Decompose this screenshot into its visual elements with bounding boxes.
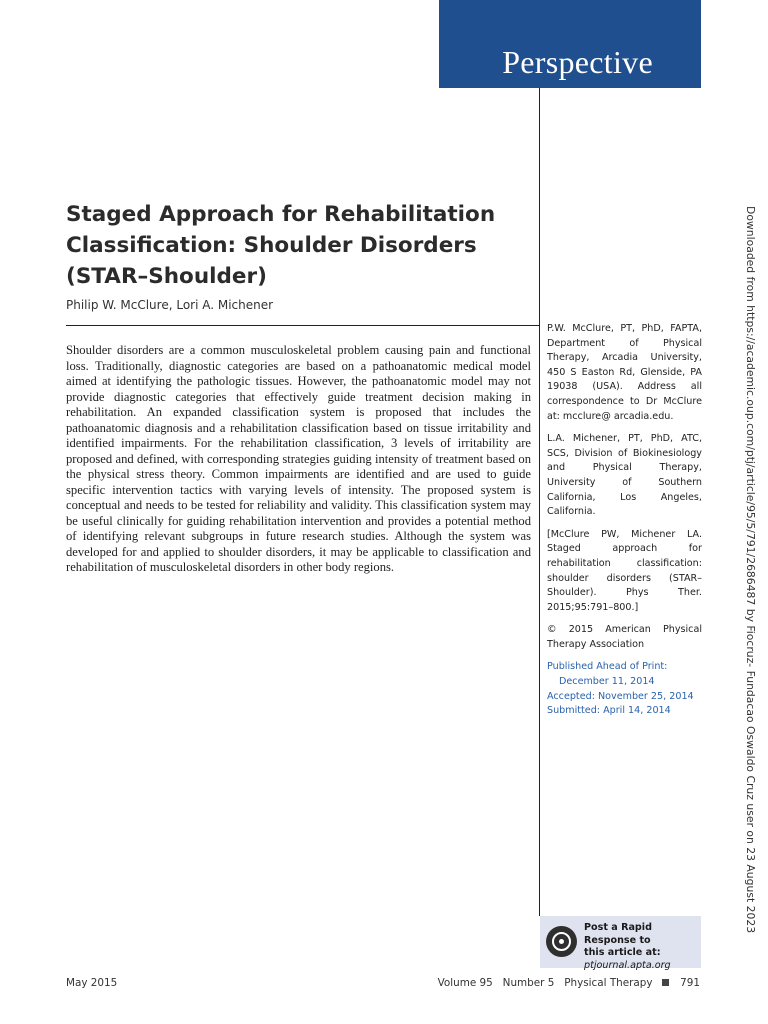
rapid-response-box[interactable] (540, 916, 701, 971)
published-date: December 11, 2014 (559, 676, 655, 688)
article-abstract: Shoulder disorders are a common musculoskeletal problem causing pain and functional loss. Traditionally, diagnostic categories are based on a pathoanatomic medical model aimed at identifying the pathologic tissues. However, the pathoanatomic model may not provide diagnostic categories that effectively guide treatment decision making in rehabilitation. An expanded classification system is proposed that includes the pathoanatomic diagnosis and a rehabilitation classification based on tissue irritability and identified impairments. For the rehabilitation classification, 3 levels of irritability are proposed and defined, with corresponding strategies guiding intensity of treatment based on the physical stress theory. Common impairments are identified and are used to guide specific intervention tactics with varying levels of intensity. The proposed system is conceptual and needs to be tested for reliability and validity. This classification system may be useful clinically for guiding rehabilitation intervention and provides a potential method of identifying relevant subgroups in future research studies. Although the system was developed for and applied to shoulder disorders, it may be applicable to classification and rehabilitation of musculoskeletal disorders in other body regions. (66, 343, 531, 574)
accepted-date: Accepted: November 25, 2014 (547, 690, 694, 702)
section-banner (439, 0, 701, 88)
footer-volume: Volume 95 (437, 977, 493, 989)
footer-page: 791 (680, 977, 700, 989)
article-authors: Philip W. McClure, Lori A. Michener (66, 298, 274, 312)
author2-affiliation: L.A. Michener, PT, PhD, ATC, SCS, Division of Biokinesiology and Physical Therapy, University of Southern California, Los Angeles, California. (547, 433, 702, 518)
title-rule (66, 325, 539, 326)
rapid-response-logo-icon (546, 926, 577, 957)
footer-date: May 2015 (66, 977, 118, 989)
author1-affiliation: P.W. McClure, PT, PhD, FAPTA, Department of Physical Therapy, Arcadia University, 450 S Easton Rd, Glenside, PA 19038 (USA). Address all correspondence to Dr McClure at: mcclure@ arcadia.edu. (547, 323, 702, 422)
article-title: Staged Approach for Rehabilitation Classification: Shoulder Disorders (STAR–Shoulder) (66, 202, 496, 289)
footer-number: Number 5 (502, 977, 555, 989)
author-sidebar (547, 322, 702, 719)
rapid-response-text (584, 922, 701, 972)
published-label: Published Ahead of Print: (547, 661, 668, 673)
submitted-date: Submitted: April 14, 2014 (547, 705, 671, 717)
square-icon (662, 979, 669, 986)
download-watermark: Downloaded from https://academic.oup.com/ptj/article/95/5/791/2686487 by Fiocruz- Fundacao Oswaldo Cruz user on 23 August 2023 (744, 206, 757, 934)
rapid-response-link[interactable]: ptjournal.apta.org (584, 959, 671, 971)
rapid-response-line1: Post a Rapid Response to (584, 922, 652, 946)
rapid-response-line2: this article at: (584, 947, 661, 959)
column-divider (539, 88, 540, 916)
footer-issue (438, 977, 700, 989)
section-label: Perspective (502, 44, 653, 80)
copyright: © 2015 American Physical Therapy Association (547, 624, 702, 650)
citation: [McClure PW, Michener LA. Staged approach for rehabilitation classification: shoulder disorders (STAR–Shoulder). Phys Ther. 2015;95:791–800.] (547, 528, 702, 613)
footer-journal: Physical Therapy (564, 977, 653, 989)
